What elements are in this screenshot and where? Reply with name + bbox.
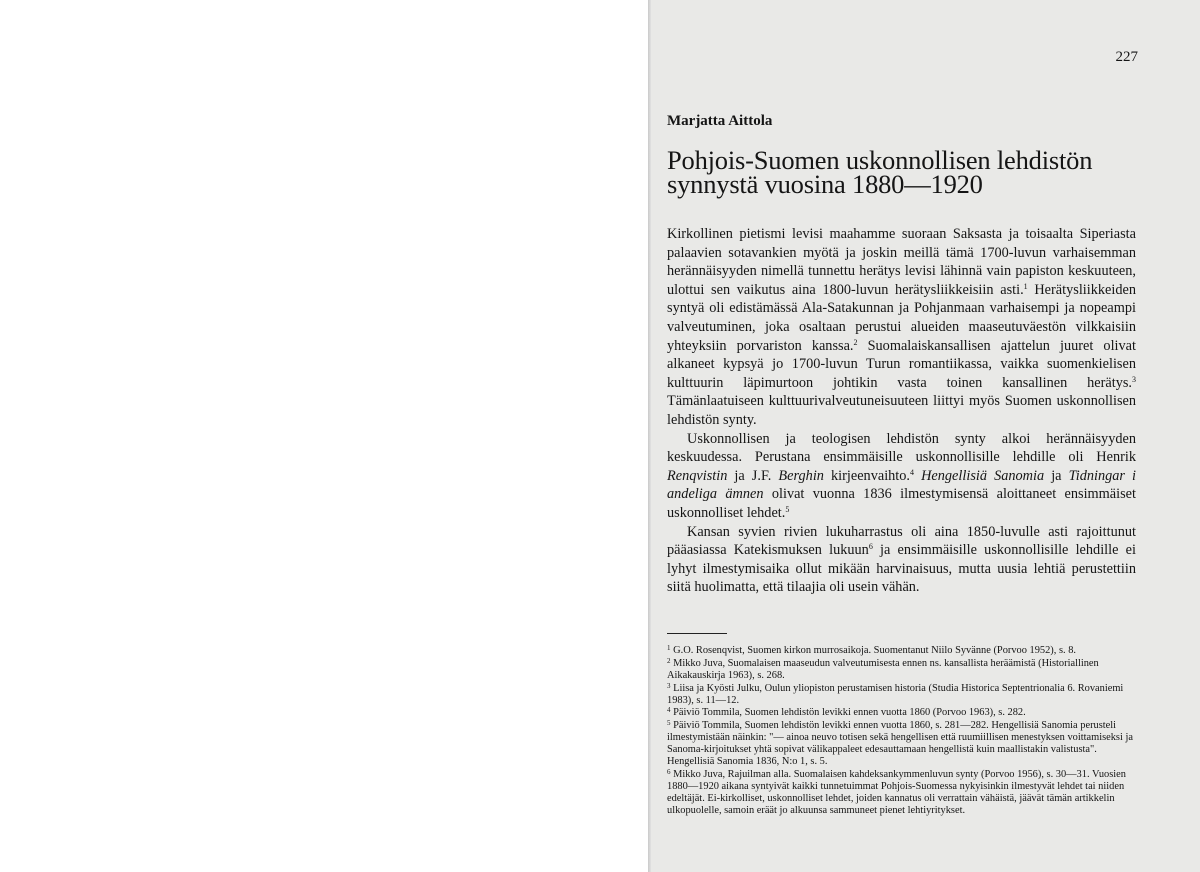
right-page bbox=[651, 0, 1200, 872]
author-name: Marjatta Aittola bbox=[667, 113, 773, 129]
footnote-text: Päiviö Tommila, Suomen lehdistön levikki ennen vuotta 1860, s. 281—282. Hengellisiä Sanomia perusteli ilmestymistään näinkin: "— ainoa neuvo totisen sekä hengellisen että ruumiillisen menestyksen voittamiseksi ja Sanoma-kirjoitukset yhtä sopivat välikappaleet edesauttamaan hengellistä kuin maallistakin valistusta". Hengellisiä Sanomia 1836, N:o 1, s. 5. bbox=[667, 720, 1133, 768]
footnote-divider bbox=[667, 633, 727, 634]
footnote-text: Liisa ja Kyösti Julku, Oulun yliopiston perustamisen historia (Studia Historica Septentrionalia 6. Rovaniemi 1983), s. 11—12. bbox=[667, 682, 1124, 706]
body-paragraph bbox=[667, 430, 1136, 523]
footnote-number: 4 bbox=[667, 706, 671, 715]
italic-text: Tidningar i andeliga ämnen bbox=[667, 467, 1137, 503]
italic-text: Renqvistin bbox=[667, 467, 728, 484]
paragraph-text: Suomalaiskansallisen ajattelun juuret olivat alkaneet kypsyä jo 1700-luvun Turun romantiikassa, vaikka suomenkielisen kulttuurin läpimurtoon johtikin vasta toinen kansallinen herätys. bbox=[667, 337, 1136, 391]
footnote-text: Mikko Juva, Rajuilman alla. Suomalaisen kahdeksankymmenluvun synty (Porvoo 1956), s. 30—31. Vuosien 1880—1920 aikana syntyivät kaikki tunnetuimmat Pohjois-Suomessa nykyisinkin ilmestyvät lehdet tai niiden edeltäjät. Ei-kirkolliset, uskonnolliset lehdet, joiden kannatus oli verrattain vähäistä, jäävät tämän artikkelin ulkopuolelle, samoin eräät jo alkuunsa sammuneet pienet lehtiyritykset. bbox=[667, 768, 1126, 816]
footnote-text: Päiviö Tommila, Suomen lehdistön levikki ennen vuotta 1860 (Porvoo 1963), s. 282. bbox=[670, 707, 1026, 719]
footnote-reference: 2 bbox=[853, 337, 858, 347]
paragraph-text: olivat vuonna 1836 ilmestymisensä aloittaneet ensimmäiset uskonnolliset lehdet. bbox=[667, 486, 1136, 521]
footnote-reference: 5 bbox=[785, 504, 790, 514]
paragraph-text: ja bbox=[1044, 467, 1069, 484]
footnote bbox=[667, 769, 1136, 817]
footnote-number: 3 bbox=[667, 681, 671, 690]
body-paragraph bbox=[667, 523, 1136, 597]
page-number: 227 bbox=[1115, 49, 1138, 65]
footnote bbox=[667, 645, 1136, 657]
footnotes bbox=[667, 645, 1136, 817]
footnote bbox=[667, 658, 1136, 682]
italic-text: Hengellisiä Sanomia bbox=[921, 467, 1045, 484]
paragraph-text: Kansan syvien rivien lukuharrastus oli aina 1850-luvulle asti rajoittunut pääasiassa Katekismuksen lukuun bbox=[667, 523, 1136, 559]
footnote-text: Mikko Juva, Suomalaisen maaseudun valveutumisesta ennen ns. kansallista heräämistä (Historiallinen Aikakauskirja 1963), s. 268. bbox=[667, 657, 1099, 681]
paragraph-text: Tämänlaatuiseen kulttuurivalveutuneisuuteen liittyi myös Suomen uskonnollisen lehdistön synty. bbox=[667, 393, 1136, 428]
article-title-line-1: Pohjois-Suomen uskonnollisen lehdistön bbox=[667, 145, 1093, 175]
footnote-number: 2 bbox=[667, 656, 671, 665]
footnote bbox=[667, 707, 1136, 719]
paragraph-text: Herätysliikkeiden syntyä oli edistämässä Ala-Satakunnan ja Pohjanmaan varhaisempi ja nopeampi valveutuminen, joka osaltaan perustui alueiden maaseutuväestön vilkkaisiin yhteyksiin porvariston kanssa. bbox=[667, 281, 1136, 354]
footnote-number: 1 bbox=[667, 643, 671, 652]
footnote-reference: 6 bbox=[868, 542, 873, 552]
paragraph-text: Uskonnollisen ja teologisen lehdistön synty alkoi herännäisyyden keskuudessa. Perustana ensimmäisille uskonnollisille lehdille oli Henrik bbox=[667, 430, 1136, 466]
paragraph-text: Kirkollinen pietismi levisi maahamme suoraan Saksasta ja toisaalta Siperiasta palaavien sotavankien myötä ja joskin meillä tämä 1700-luvun varhaisemman herännäisyyden nimellä tunnettu herätys levisi lähinnä vain papiston keskuuteen, ulottui sen vaikutus aina 1800-luvun herätysliikkeisiin asti. bbox=[667, 226, 1136, 298]
footnote-number: 6 bbox=[667, 767, 671, 776]
footnote-reference: 1 bbox=[1023, 281, 1028, 291]
paragraph-text: kirjeenvaihto. bbox=[823, 467, 911, 484]
italic-text: Berghin bbox=[778, 467, 824, 484]
article-title-line-2: synnystä vuosina 1880—1920 bbox=[667, 169, 983, 199]
article-body bbox=[667, 225, 1136, 597]
paragraph-text: ja ensimmäisille uskonnollisille lehdille ei lyhyt ilmestymisaika ollut mikään harvinaisuus, mutta uusia lehtiä perustettiin siitä huolimatta, että tilaajia oli usein vähän. bbox=[667, 542, 1136, 596]
footnote-reference: 4 bbox=[910, 467, 915, 477]
article-title bbox=[667, 145, 1136, 199]
paragraph-text: ja J.F. bbox=[727, 467, 779, 484]
footnote-number: 5 bbox=[667, 719, 671, 728]
footnote-text: G.O. Rosenqvist, Suomen kirkon murrosaikoja. Suomentanut Niilo Syvänne (Porvoo 1952), s. 8. bbox=[670, 644, 1076, 656]
footnote bbox=[667, 720, 1136, 768]
footnote-reference: 3 bbox=[1132, 374, 1136, 384]
footnote bbox=[667, 683, 1136, 707]
article bbox=[667, 113, 1136, 818]
body-paragraph bbox=[667, 225, 1136, 430]
